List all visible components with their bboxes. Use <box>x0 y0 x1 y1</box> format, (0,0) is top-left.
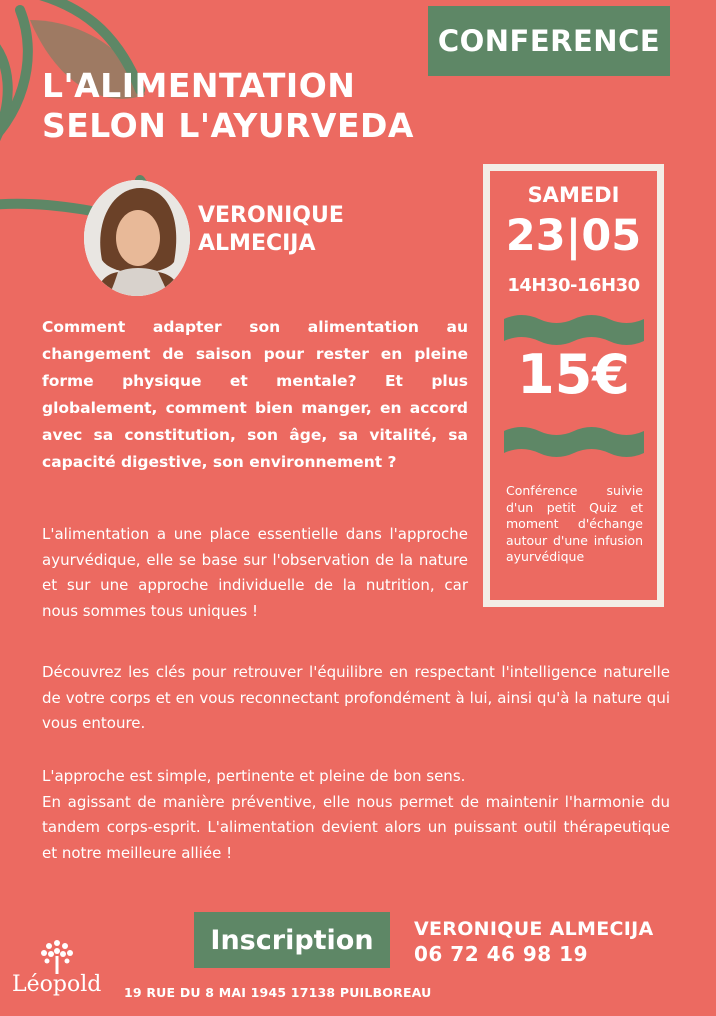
event-day: SAMEDI <box>527 183 620 207</box>
speaker-name <box>198 202 418 258</box>
event-date: 23|05 <box>505 211 642 261</box>
leopold-logo: Léopold <box>12 972 102 997</box>
speaker-first-name: VERONIQUE <box>198 203 344 228</box>
event-price: 15€ <box>517 343 630 406</box>
paragraph-approach-line-1: L'approche est simple, pertinente et pleine de bon sens. <box>42 767 466 785</box>
wave-divider-icon <box>504 423 644 461</box>
venue-address: 19 RUE DU 8 MAI 1945 17138 PUILBOREAU <box>124 985 432 1000</box>
event-note: Conférence suivie d'un petit Quiz et moment d'échange autour d'une infusion ayurvédique <box>506 483 643 564</box>
inscription-button[interactable] <box>194 912 390 968</box>
tree-logo-icon <box>38 938 76 976</box>
page-title <box>42 66 462 146</box>
inscription-label: Inscription <box>210 924 374 956</box>
title-line-1: L'ALIMENTATION <box>42 66 356 105</box>
paragraph-approach <box>42 764 670 866</box>
conference-badge-label: CONFERENCE <box>437 24 661 58</box>
contact-phone[interactable]: 06 72 46 98 19 <box>414 942 589 966</box>
title-line-2: SELON L'AYURVEDA <box>42 106 414 145</box>
conference-badge <box>428 6 670 76</box>
event-hours: 14H30-16H30 <box>507 275 640 296</box>
paragraph-discover: Découvrez les clés pour retrouver l'équilibre en respectant l'intelligence naturelle de votre corps et en vous reconnectant profondément à lui, ainsi qu'à la nature qui vous entoure. <box>42 663 670 732</box>
paragraph-ayurveda: L'alimentation a une place essentielle dans l'approche ayurvédique, elle se base sur l'observation de la nature et sur une approche individuelle de la nutrition, car nous sommes tous uniques ! <box>42 525 468 620</box>
speaker-avatar <box>84 180 190 296</box>
speaker-last-name: ALMECIJA <box>198 231 316 256</box>
paragraph-approach-line-2: En agissant de manière préventive, elle nous permet de maintenir l'harmonie du tandem corps-esprit. L'alimentation devient alors un puissant outil thérapeutique et notre meilleure alliée ! <box>42 792 670 862</box>
intro-question: Comment adapter son alimentation au changement de saison pour rester en pleine forme physique et mentale? Et plus globalement, comment bien manger, en accord avec sa constitution, son âge, sa vitalité, sa capacité digestive, son environnement ? <box>42 318 468 471</box>
contact-name: VERONIQUE ALMECIJA <box>414 918 654 940</box>
event-info-box <box>483 164 664 607</box>
